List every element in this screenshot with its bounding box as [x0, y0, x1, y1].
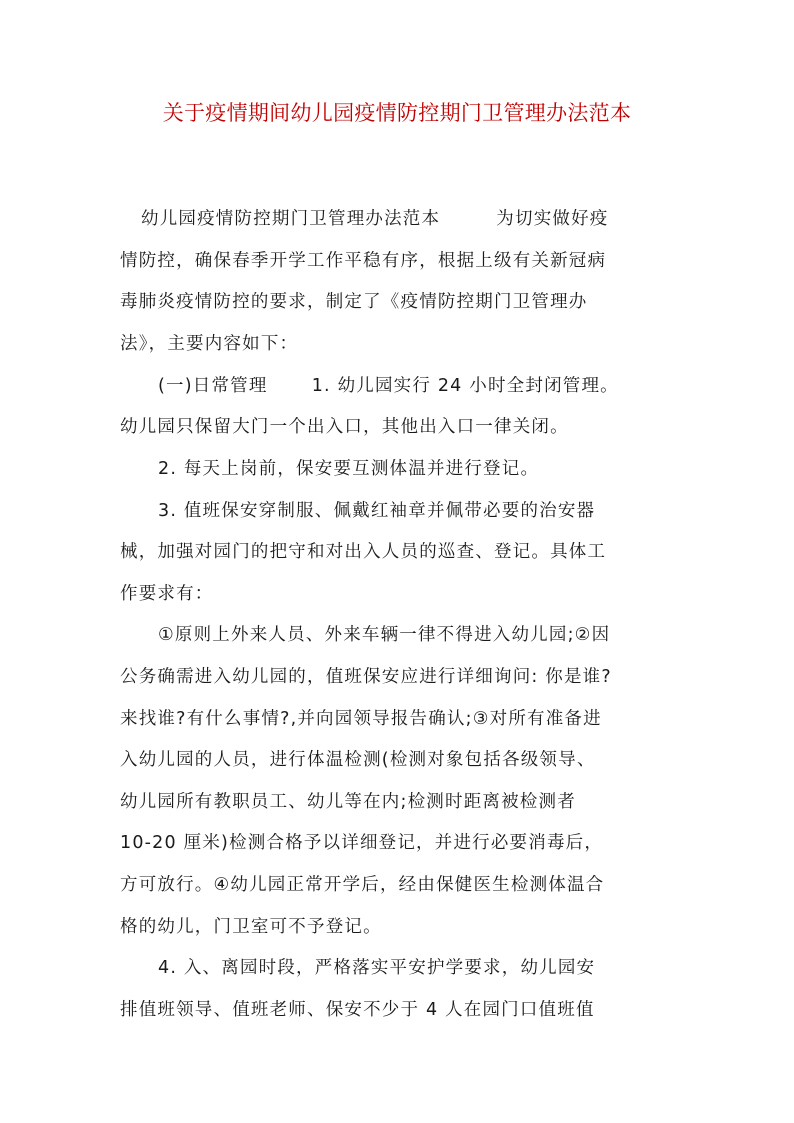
paragraph-line: (一)日常管理 1. 幼儿园实行 24 小时全封闭管理。	[158, 376, 619, 396]
paragraph-line: 10-20 厘米)检测合格予以详细登记，并进行必要消毒后，	[120, 833, 604, 853]
paragraph-line: 作要求有：	[120, 584, 214, 604]
paragraph-line: 毒肺炎疫情防控的要求，制定了《疫情防控期门卫管理办	[120, 292, 588, 312]
paragraph-line: 械，加强对园门的把守和对出入人员的巡查、登记。具体工	[120, 542, 607, 562]
paragraph-line: 排值班领导、值班老师、保安不少于 4 人在园门口值班值	[120, 1000, 595, 1020]
paragraph-line: 法》，主要内容如下：	[120, 334, 299, 354]
paragraph-line: 4. 入、离园时段，严格落实平安护学要求，幼儿园安	[158, 958, 596, 978]
paragraph-line: 格的幼儿，门卫室可不予登记。	[120, 917, 382, 937]
paragraph-line: 来找谁?有什么事情?,并向园领导报告确认;③对所有准备进	[120, 709, 602, 729]
paragraph-line: 2. 每天上岗前，保安要互测体温并进行登记。	[158, 459, 540, 479]
paragraph-line: 情防控，确保春季开学工作平稳有序，根据上级有关新冠病	[120, 251, 607, 271]
paragraph-line: 幼儿园所有教职员工、幼儿等在内;检测时距离被检测者	[120, 792, 576, 812]
document-title: 关于疫情期间幼儿园疫情防控期门卫管理办法范本	[162, 101, 632, 125]
paragraph-line: 公务确需进入幼儿园的，值班保安应进行详细询问: 你是谁?	[120, 667, 612, 687]
paragraph-line: 幼儿园只保留大门一个出入口，其他出入口一律关闭。	[120, 417, 569, 437]
paragraph-line: 方可放行。④幼儿园正常开学后，经由保健医生检测体温合	[120, 875, 605, 895]
paragraph-line: 3. 值班保安穿制服、佩戴红袖章并佩带必要的治安器	[158, 501, 596, 521]
paragraph-line: 入幼儿园的人员，进行体温检测(检测对象包括各级领导、	[120, 750, 596, 770]
paragraph-line: ①原则上外来人员、外来车辆一律不得进入幼儿园;②因	[158, 625, 611, 645]
paragraph-line: 幼儿园疫情防控期门卫管理办法范本 为切实做好疫	[141, 209, 609, 229]
